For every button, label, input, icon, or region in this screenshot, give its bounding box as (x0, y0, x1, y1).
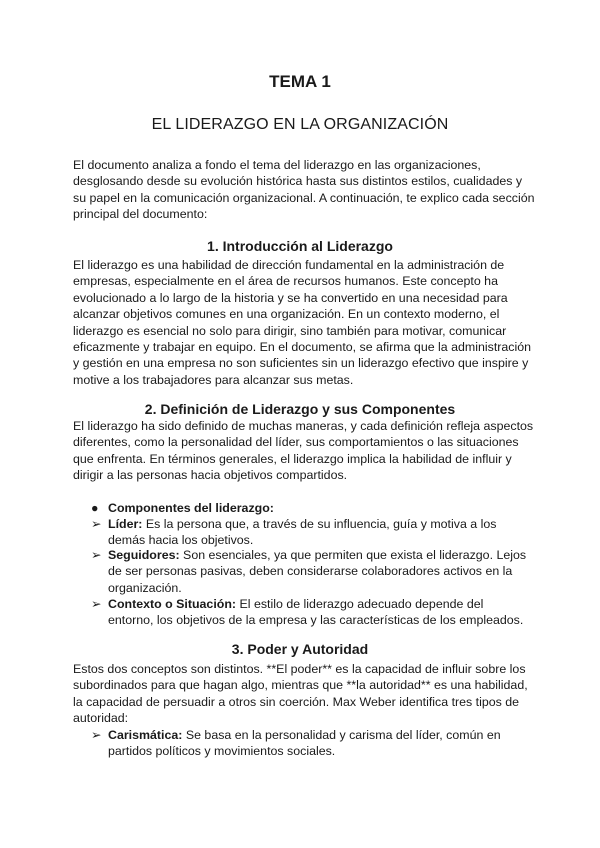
list-item-description: Se basa en la personalidad y carisma del líder, común en partidos políticos y movimientos sociales. (108, 728, 501, 759)
list-item-label: Carismática: (108, 728, 183, 742)
section-heading-poder: 3. Poder y Autoridad (231, 641, 369, 657)
list-item-description: Es la persona que, a través de su influencia, guía y motiva a los demás hacia los objetivos. (108, 517, 497, 548)
list-item-text (108, 596, 528, 629)
list-item-description: El estilo de liderazgo adecuado depende del entorno, los objetivos de la empresa y las características de los empleados. (108, 597, 524, 628)
list-item-description: Son esenciales, ya que permiten que exista el liderazgo. Lejos de ser personas pasivas, deben considerarse colaboradores activos en la organización. (108, 548, 527, 595)
arrow-bullet-icon: ➢ (91, 597, 102, 611)
list-item-label: Seguidores: (108, 548, 180, 562)
arrow-bullet-icon: ➢ (91, 548, 102, 562)
section-heading-definicion: 2. Definición de Liderazgo y sus Componentes (144, 401, 456, 417)
list-item-label: Líder: (108, 517, 143, 531)
section-heading-introduccion: 1. Introducción al Liderazgo (207, 238, 393, 254)
intro-paragraph: El documento analiza a fondo el tema del liderazgo en las organizaciones, desglosando desde su evolución histórica hasta sus distintos estilos, cualidades y su papel en la comunicación organizacional. A continuación, te explico cada sección principal del documento: (73, 158, 535, 222)
document-subtitle: EL LIDERAZGO EN LA ORGANIZACIÓN (151, 116, 449, 133)
section-body-poder: Estos dos conceptos son distintos. **El poder** es la capacidad de influir sobre los subordinados para que hagan algo, mientras que **la autoridad** es una habilidad, la capacidad de persuadir a otros sin coerción. Max Weber identifica tres tipos de autoridad: (73, 662, 528, 726)
arrow-bullet-icon: ➢ (91, 517, 102, 531)
list-item-text (108, 547, 528, 596)
arrow-bullet-icon: ➢ (91, 728, 102, 742)
document-title: TEMA 1 (269, 72, 331, 91)
bullet-dot-icon: ● (91, 501, 99, 515)
list-item-text (108, 727, 528, 760)
list-item-text (108, 516, 528, 549)
bullet-label: Componentes del liderazgo: (108, 501, 274, 515)
section-body-definicion: El liderazgo ha sido definido de muchas maneras, y cada definición refleja aspectos diferentes, como la personalidad del líder, sus comportamientos o las situaciones que enfrenta. En términos generales, el liderazgo implica la habilidad de influir y dirigir a las personas hacia objetivos compartidos. (73, 419, 534, 483)
list-item-label: Contexto o Situación: (108, 597, 237, 611)
section-body-introduccion: El liderazgo es una habilidad de dirección fundamental en la administración de empresas, especialmente en el área de recursos humanos. Este concepto ha evolucionado a lo largo de la historia y se ha convertido en una necesidad para alcanzar objetivos comunes en una organización. En un contexto moderno, el liderazgo es esencial no solo para dirigir, sino también para motivar, comunicar eficazmente y trabajar en equipo. En el documento, se afirma que la administración y gestión en una empresa no son suficientes sin un liderazgo efectivo que inspire y motive a los trabajadores para alcanzar sus metas. (73, 258, 532, 387)
